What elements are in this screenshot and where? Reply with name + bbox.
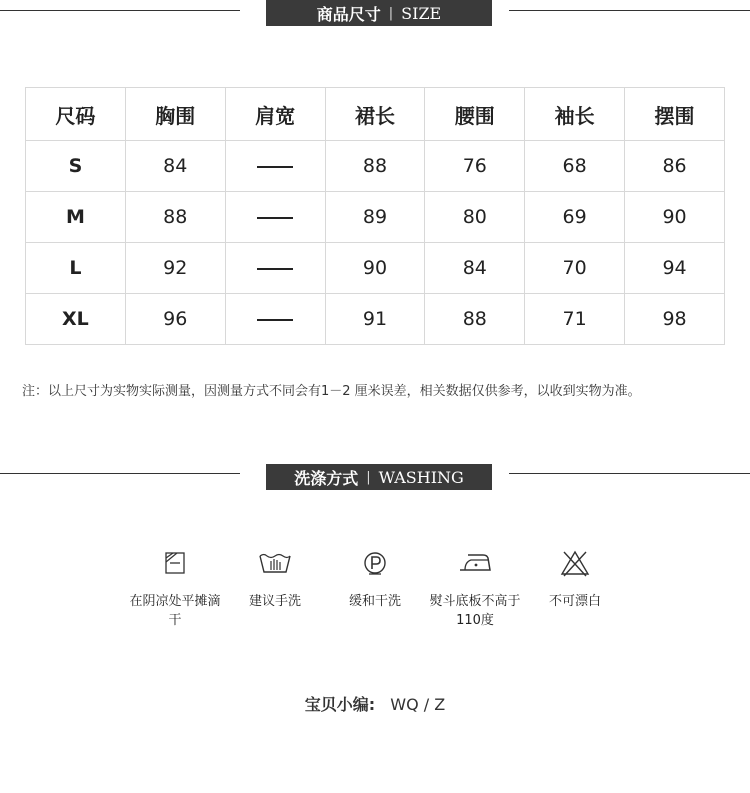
cell-shoulder: [225, 141, 325, 192]
no-bleach-icon: [559, 548, 591, 578]
size-header-line-left: [0, 10, 240, 11]
washing-item: [425, 548, 525, 630]
washing-item: [225, 548, 325, 611]
cell-shoulder: [225, 294, 325, 345]
table-row: [26, 243, 725, 294]
editor-credit: [0, 692, 750, 715]
table-row: [26, 141, 725, 192]
cell-hem: 90: [625, 192, 725, 243]
size-header-line-right: [509, 10, 750, 11]
table-row: [26, 294, 725, 345]
cell-skirt-length: 91: [325, 294, 425, 345]
empty-dash: [257, 268, 293, 270]
size-title-separator: |: [388, 5, 394, 21]
cell-waist: 76: [425, 141, 525, 192]
hand-wash-icon: [257, 548, 293, 578]
header-chest: 胸围: [125, 88, 225, 141]
empty-dash: [257, 166, 293, 168]
cell-waist: 84: [425, 243, 525, 294]
header-skirt-length: 裙长: [325, 88, 425, 141]
editor-label: 宝贝小编:: [304, 695, 376, 714]
washing-title-en: WASHING: [378, 467, 464, 487]
cell-skirt-length: 90: [325, 243, 425, 294]
cell-size: L: [26, 243, 126, 294]
empty-dash: [257, 217, 293, 219]
measurement-note: 注：以上尺寸为实物实际测量，因测量方式不同会有1－2 厘米误差，相关数据仅供参考，以收到实物为准。: [22, 384, 641, 399]
dry-clean-icon: [360, 548, 390, 578]
washing-section-title: [266, 464, 492, 490]
washing-label: 缓和干洗: [348, 594, 401, 609]
washing-title-separator: |: [366, 469, 371, 485]
cell-chest: 88: [125, 192, 225, 243]
iron-low-icon: [457, 548, 493, 578]
header-waist: 腰围: [425, 88, 525, 141]
cell-hem: 94: [625, 243, 725, 294]
header-sleeve: 袖长: [525, 88, 625, 141]
washing-item: [525, 548, 625, 611]
cell-size: M: [26, 192, 126, 243]
washing-label: 熨斗底板不高于110度: [429, 594, 521, 628]
washing-item: [125, 548, 225, 630]
empty-dash: [257, 319, 293, 321]
washing-header-line-left: [0, 473, 240, 474]
size-section-title: [266, 0, 492, 26]
washing-item: [325, 548, 425, 611]
table-row: [26, 192, 725, 243]
size-table: [25, 87, 725, 345]
size-table-header-row: [26, 88, 725, 141]
cell-sleeve: 71: [525, 294, 625, 345]
dry-flat-shade-icon: [160, 548, 190, 578]
header-hem: 摆围: [625, 88, 725, 141]
cell-hem: 98: [625, 294, 725, 345]
cell-chest: 96: [125, 294, 225, 345]
cell-skirt-length: 88: [325, 141, 425, 192]
size-title-en: SIZE: [401, 3, 442, 23]
cell-waist: 80: [425, 192, 525, 243]
cell-sleeve: 70: [525, 243, 625, 294]
washing-header-line-right: [509, 473, 750, 474]
washing-label: 不可漂白: [548, 594, 601, 609]
cell-chest: 92: [125, 243, 225, 294]
cell-hem: 86: [625, 141, 725, 192]
washing-title-zh: 洗涤方式: [294, 468, 359, 488]
header-shoulder: 肩宽: [225, 88, 325, 141]
cell-chest: 84: [125, 141, 225, 192]
cell-sleeve: 68: [525, 141, 625, 192]
washing-label: 在阴凉处平摊滴干: [129, 594, 221, 628]
header-size: 尺码: [26, 88, 126, 141]
cell-size: XL: [26, 294, 126, 345]
cell-size: S: [26, 141, 126, 192]
cell-shoulder: [225, 243, 325, 294]
washing-label: 建议手洗: [248, 594, 301, 609]
editor-value: WQ / Z: [390, 695, 446, 714]
cell-skirt-length: 89: [325, 192, 425, 243]
cell-waist: 88: [425, 294, 525, 345]
cell-shoulder: [225, 192, 325, 243]
cell-sleeve: 69: [525, 192, 625, 243]
size-title-zh: 商品尺寸: [316, 4, 381, 24]
